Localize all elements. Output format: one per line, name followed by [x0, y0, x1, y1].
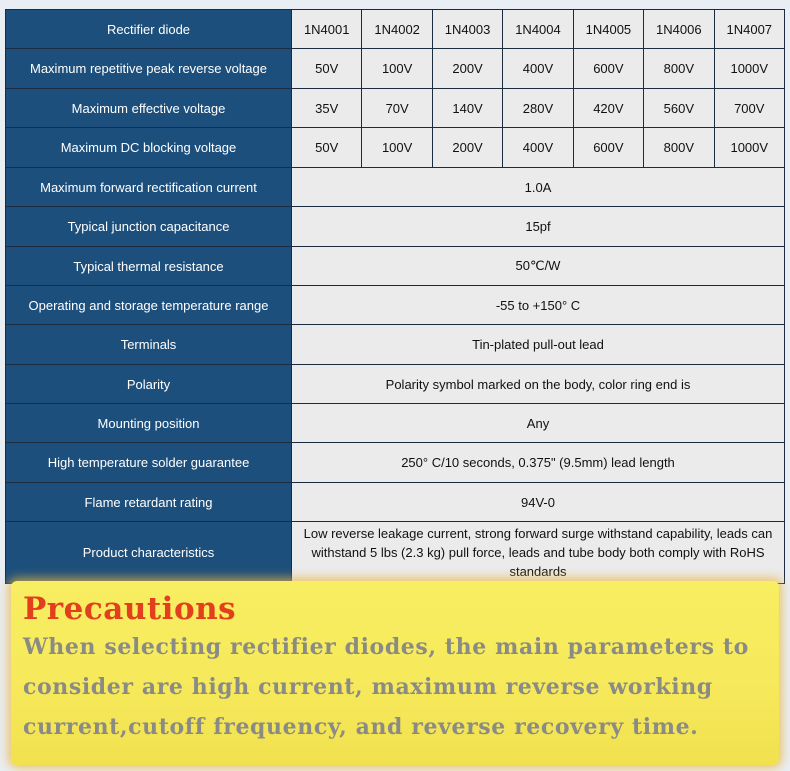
row-label: Product characteristics — [6, 522, 292, 584]
header-row — [6, 10, 785, 49]
row-dc-blocking-voltage — [6, 128, 785, 168]
cell-value: 50℃/W — [292, 247, 785, 286]
row-label: Flame retardant rating — [6, 483, 292, 522]
row-effective-voltage — [6, 89, 785, 128]
row-label: Polarity — [6, 365, 292, 404]
cell-value: 100V — [362, 49, 432, 89]
cell-value: 140V — [432, 89, 502, 128]
row-label: Maximum repetitive peak reverse voltage — [6, 49, 292, 89]
row-terminals — [6, 325, 785, 365]
row-label: Typical thermal resistance — [6, 247, 292, 286]
row-peak-reverse-voltage — [6, 49, 785, 89]
cell-value: 50V — [292, 128, 362, 168]
row-label: Operating and storage temperature range — [6, 286, 292, 325]
header-label: Rectifier diode — [6, 10, 292, 49]
cell-value: Tin-plated pull-out lead — [292, 325, 785, 365]
cell-value: 420V — [573, 89, 643, 128]
row-temperature-range — [6, 286, 785, 325]
precautions-line: current,cutoff frequency, and reverse recovery time. — [23, 714, 699, 740]
cell-value: 280V — [503, 89, 573, 128]
row-label: Maximum forward rectification current — [6, 168, 292, 207]
model-1N4007: 1N4007 — [714, 10, 784, 49]
model-1N4006: 1N4006 — [644, 10, 714, 49]
cell-value: 15pf — [292, 207, 785, 247]
cell-value: 70V — [362, 89, 432, 128]
cell-value: 1000V — [714, 128, 784, 168]
precautions-panel — [11, 581, 779, 765]
row-label: Mounting position — [6, 404, 292, 443]
precautions-title: Precautions — [23, 591, 237, 627]
cell-value: 560V — [644, 89, 714, 128]
model-1N4001: 1N4001 — [292, 10, 362, 49]
row-forward-current — [6, 168, 785, 207]
precautions-line: consider are high current, maximum reverse working — [23, 674, 713, 700]
cell-value: 50V — [292, 49, 362, 89]
model-1N4002: 1N4002 — [362, 10, 432, 49]
row-label: Typical junction capacitance — [6, 207, 292, 247]
cell-value: Low reverse leakage current, strong forward surge withstand capability, leads can withstand 5 lbs (2.3 kg) pull force, leads and tube body both comply with RoHS standards — [292, 522, 785, 584]
row-polarity — [6, 365, 785, 404]
cell-value: 35V — [292, 89, 362, 128]
cell-value: 94V-0 — [292, 483, 785, 522]
cell-value: 400V — [503, 49, 573, 89]
model-1N4003: 1N4003 — [432, 10, 502, 49]
cell-value: 100V — [362, 128, 432, 168]
cell-value: 700V — [714, 89, 784, 128]
row-product-characteristics — [6, 522, 785, 584]
cell-value: 800V — [644, 128, 714, 168]
row-label: Terminals — [6, 325, 292, 365]
model-1N4004: 1N4004 — [503, 10, 573, 49]
row-flame-rating — [6, 483, 785, 522]
cell-value: 400V — [503, 128, 573, 168]
cell-value: -55 to +150° C — [292, 286, 785, 325]
row-label: Maximum DC blocking voltage — [6, 128, 292, 168]
row-solder-guarantee — [6, 443, 785, 483]
row-label: Maximum effective voltage — [6, 89, 292, 128]
precautions-line: When selecting rectifier diodes, the main parameters to — [23, 634, 749, 660]
cell-value: 600V — [573, 49, 643, 89]
row-thermal-resistance — [6, 247, 785, 286]
cell-value: 600V — [573, 128, 643, 168]
row-mounting-position — [6, 404, 785, 443]
cell-value: 800V — [644, 49, 714, 89]
cell-value: Any — [292, 404, 785, 443]
cell-value: 200V — [432, 128, 502, 168]
row-label: High temperature solder guarantee — [6, 443, 292, 483]
cell-value: 250° C/10 seconds, 0.375" (9.5mm) lead length — [292, 443, 785, 483]
model-1N4005: 1N4005 — [573, 10, 643, 49]
row-junction-capacitance — [6, 207, 785, 247]
cell-value: Polarity symbol marked on the body, color ring end is — [292, 365, 785, 404]
cell-value: 1.0A — [292, 168, 785, 207]
cell-value: 1000V — [714, 49, 784, 89]
cell-value: 200V — [432, 49, 502, 89]
spec-table — [5, 9, 785, 584]
